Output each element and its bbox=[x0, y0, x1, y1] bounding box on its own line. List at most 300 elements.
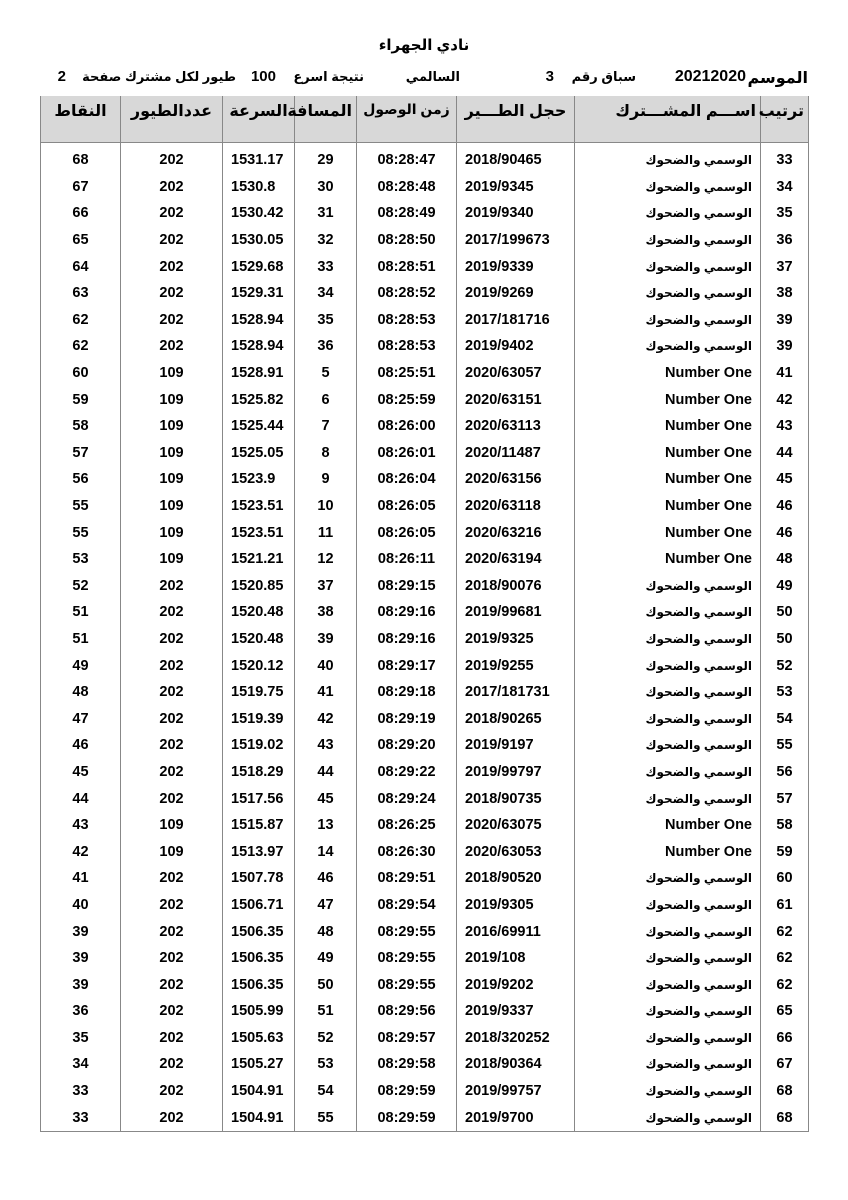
distance-cell: 52 bbox=[295, 1025, 357, 1052]
arrival-cell: 08:28:47 bbox=[357, 147, 457, 174]
speed-cell: 1520.48 bbox=[223, 599, 295, 626]
speed-cell: 1517.56 bbox=[223, 785, 295, 812]
participant-cell: الوسمي والضحوك bbox=[575, 918, 761, 945]
arrival-cell: 08:29:15 bbox=[357, 573, 457, 600]
distance-cell: 43 bbox=[295, 732, 357, 759]
arrival-cell: 08:29:20 bbox=[357, 732, 457, 759]
participant-cell: الوسمي والضحوك bbox=[575, 865, 761, 892]
ring-cell: 2017/181731 bbox=[457, 679, 575, 706]
bird-count-cell: 202 bbox=[121, 174, 223, 201]
table-row bbox=[41, 546, 809, 573]
bird-count-cell: 202 bbox=[121, 1078, 223, 1105]
table-row bbox=[41, 998, 809, 1025]
participant-cell: الوسمي والضحوك bbox=[575, 1051, 761, 1078]
bird-count-cell: 202 bbox=[121, 1025, 223, 1052]
points-cell: 44 bbox=[41, 785, 121, 812]
participant-cell: Number One bbox=[575, 519, 761, 546]
participant-cell: الوسمي والضحوك bbox=[575, 971, 761, 998]
participant-cell: Number One bbox=[575, 493, 761, 520]
rank-cell: 58 bbox=[761, 812, 809, 839]
results-body bbox=[41, 147, 809, 1131]
speed-cell: 1525.05 bbox=[223, 440, 295, 467]
speed-cell: 1518.29 bbox=[223, 759, 295, 786]
ring-cell: 2019/9255 bbox=[457, 652, 575, 679]
speed-cell: 1505.99 bbox=[223, 998, 295, 1025]
result-label: نتيجة اسرع bbox=[293, 69, 364, 84]
rank-cell: 36 bbox=[761, 227, 809, 254]
ring-cell: 2020/63113 bbox=[457, 413, 575, 440]
arrival-cell: 08:29:22 bbox=[357, 759, 457, 786]
speed-cell: 1529.68 bbox=[223, 253, 295, 280]
speed-cell: 1523.51 bbox=[223, 493, 295, 520]
distance-cell: 5 bbox=[295, 360, 357, 387]
points-cell: 39 bbox=[41, 945, 121, 972]
ring-cell: 2019/9345 bbox=[457, 174, 575, 201]
table-row bbox=[41, 785, 809, 812]
bird-count-cell: 109 bbox=[121, 838, 223, 865]
speed-cell: 1520.12 bbox=[223, 652, 295, 679]
table-row bbox=[41, 174, 809, 201]
distance-cell: 35 bbox=[295, 307, 357, 334]
arrival-cell: 08:28:53 bbox=[357, 307, 457, 334]
speed-cell: 1530.8 bbox=[223, 174, 295, 201]
ring-cell: 2020/63053 bbox=[457, 838, 575, 865]
table-row bbox=[41, 440, 809, 467]
speed-cell: 1519.02 bbox=[223, 732, 295, 759]
arrival-cell: 08:29:59 bbox=[357, 1104, 457, 1131]
table-row bbox=[41, 892, 809, 919]
rank-cell: 62 bbox=[761, 945, 809, 972]
bird-count-cell: 202 bbox=[121, 865, 223, 892]
points-cell: 51 bbox=[41, 599, 121, 626]
arrival-cell: 08:26:25 bbox=[357, 812, 457, 839]
participant-cell: Number One bbox=[575, 386, 761, 413]
participant-cell: الوسمي والضحوك bbox=[575, 759, 761, 786]
speed-cell: 1520.85 bbox=[223, 573, 295, 600]
distance-cell: 37 bbox=[295, 573, 357, 600]
points-cell: 43 bbox=[41, 812, 121, 839]
speed-cell: 1506.71 bbox=[223, 892, 295, 919]
distance-cell: 10 bbox=[295, 493, 357, 520]
bird-count-cell: 109 bbox=[121, 812, 223, 839]
distance-cell: 8 bbox=[295, 440, 357, 467]
col-participant: اســـم المشـــترك bbox=[575, 96, 761, 143]
points-cell: 62 bbox=[41, 307, 121, 334]
bird-count-cell: 202 bbox=[121, 280, 223, 307]
participant-cell: الوسمي والضحوك bbox=[575, 280, 761, 307]
race-number: 3 bbox=[545, 68, 554, 85]
distance-cell: 38 bbox=[295, 599, 357, 626]
distance-cell: 33 bbox=[295, 253, 357, 280]
distance-cell: 36 bbox=[295, 333, 357, 360]
speed-cell: 1507.78 bbox=[223, 865, 295, 892]
points-cell: 64 bbox=[41, 253, 121, 280]
table-row bbox=[41, 413, 809, 440]
points-cell: 39 bbox=[41, 971, 121, 998]
speed-cell: 1521.21 bbox=[223, 546, 295, 573]
ring-cell: 2020/63075 bbox=[457, 812, 575, 839]
speed-cell: 1525.44 bbox=[223, 413, 295, 440]
arrival-cell: 08:28:51 bbox=[357, 253, 457, 280]
speed-cell: 1531.17 bbox=[223, 147, 295, 174]
arrival-cell: 08:26:01 bbox=[357, 440, 457, 467]
points-cell: 42 bbox=[41, 838, 121, 865]
points-cell: 60 bbox=[41, 360, 121, 387]
distance-cell: 11 bbox=[295, 519, 357, 546]
distance-cell: 49 bbox=[295, 945, 357, 972]
distance-cell: 34 bbox=[295, 280, 357, 307]
participant-cell: الوسمي والضحوك bbox=[575, 679, 761, 706]
ring-cell: 2019/9402 bbox=[457, 333, 575, 360]
points-cell: 62 bbox=[41, 333, 121, 360]
speed-cell: 1513.97 bbox=[223, 838, 295, 865]
distance-cell: 53 bbox=[295, 1051, 357, 1078]
participant-cell: Number One bbox=[575, 838, 761, 865]
rank-cell: 39 bbox=[761, 333, 809, 360]
arrival-cell: 08:28:50 bbox=[357, 227, 457, 254]
arrival-cell: 08:29:56 bbox=[357, 998, 457, 1025]
points-cell: 40 bbox=[41, 892, 121, 919]
participant-cell: الوسمي والضحوك bbox=[575, 333, 761, 360]
table-row bbox=[41, 1025, 809, 1052]
ring-cell: 2019/9305 bbox=[457, 892, 575, 919]
ring-cell: 2018/90520 bbox=[457, 865, 575, 892]
ring-cell: 2019/99797 bbox=[457, 759, 575, 786]
points-cell: 53 bbox=[41, 546, 121, 573]
rank-cell: 53 bbox=[761, 679, 809, 706]
arrival-cell: 08:29:55 bbox=[357, 918, 457, 945]
speed-cell: 1520.48 bbox=[223, 626, 295, 653]
rank-cell: 62 bbox=[761, 918, 809, 945]
race-label: سباق رقم bbox=[571, 69, 636, 84]
per-member-label: طيور لكل مشترك صفحة bbox=[82, 69, 236, 84]
rank-cell: 33 bbox=[761, 147, 809, 174]
race-meta bbox=[40, 68, 808, 90]
table-row bbox=[41, 519, 809, 546]
table-row bbox=[41, 360, 809, 387]
distance-cell: 44 bbox=[295, 759, 357, 786]
points-cell: 47 bbox=[41, 705, 121, 732]
rank-cell: 60 bbox=[761, 865, 809, 892]
ring-cell: 2019/9700 bbox=[457, 1104, 575, 1131]
table-row bbox=[41, 626, 809, 653]
results-table bbox=[40, 96, 809, 1132]
arrival-cell: 08:29:24 bbox=[357, 785, 457, 812]
speed-cell: 1528.94 bbox=[223, 307, 295, 334]
rank-cell: 43 bbox=[761, 413, 809, 440]
arrival-cell: 08:26:04 bbox=[357, 466, 457, 493]
bird-count-cell: 202 bbox=[121, 573, 223, 600]
table-row bbox=[41, 200, 809, 227]
points-cell: 52 bbox=[41, 573, 121, 600]
rank-cell: 48 bbox=[761, 546, 809, 573]
bird-count-cell: 202 bbox=[121, 785, 223, 812]
participant-cell: الوسمي والضحوك bbox=[575, 626, 761, 653]
arrival-cell: 08:25:59 bbox=[357, 386, 457, 413]
rank-cell: 50 bbox=[761, 626, 809, 653]
points-cell: 58 bbox=[41, 413, 121, 440]
arrival-cell: 08:29:16 bbox=[357, 599, 457, 626]
bird-count-cell: 202 bbox=[121, 998, 223, 1025]
arrival-cell: 08:29:51 bbox=[357, 865, 457, 892]
points-cell: 67 bbox=[41, 174, 121, 201]
ring-cell: 2020/63151 bbox=[457, 386, 575, 413]
bird-count-cell: 109 bbox=[121, 519, 223, 546]
speed-cell: 1529.31 bbox=[223, 280, 295, 307]
bird-count-cell: 202 bbox=[121, 892, 223, 919]
ring-cell: 2018/90465 bbox=[457, 147, 575, 174]
table-row bbox=[41, 838, 809, 865]
points-cell: 68 bbox=[41, 147, 121, 174]
points-cell: 63 bbox=[41, 280, 121, 307]
table-row bbox=[41, 227, 809, 254]
participant-cell: الوسمي والضحوك bbox=[575, 732, 761, 759]
ring-cell: 2020/63057 bbox=[457, 360, 575, 387]
arrival-cell: 08:26:05 bbox=[357, 493, 457, 520]
col-rank: ترتيب bbox=[761, 96, 809, 143]
distance-cell: 31 bbox=[295, 200, 357, 227]
distance-cell: 50 bbox=[295, 971, 357, 998]
rank-cell: 55 bbox=[761, 732, 809, 759]
ring-cell: 2019/9325 bbox=[457, 626, 575, 653]
participant-cell: الوسمي والضحوك bbox=[575, 1025, 761, 1052]
table-row bbox=[41, 705, 809, 732]
arrival-cell: 08:29:18 bbox=[357, 679, 457, 706]
rank-cell: 39 bbox=[761, 307, 809, 334]
ring-cell: 2019/108 bbox=[457, 945, 575, 972]
speed-cell: 1523.51 bbox=[223, 519, 295, 546]
speed-cell: 1523.9 bbox=[223, 466, 295, 493]
season-label: الموسم bbox=[747, 70, 808, 87]
distance-cell: 9 bbox=[295, 466, 357, 493]
participant-cell: الوسمي والضحوك bbox=[575, 174, 761, 201]
participant-cell: الوسمي والضحوك bbox=[575, 573, 761, 600]
rank-cell: 50 bbox=[761, 599, 809, 626]
ring-cell: 2019/9269 bbox=[457, 280, 575, 307]
participant-cell: الوسمي والضحوك bbox=[575, 705, 761, 732]
bird-count-cell: 109 bbox=[121, 360, 223, 387]
table-row bbox=[41, 147, 809, 174]
participant-cell: الوسمي والضحوك bbox=[575, 599, 761, 626]
rank-cell: 46 bbox=[761, 493, 809, 520]
participant-cell: الوسمي والضحوك bbox=[575, 200, 761, 227]
bird-count-cell: 202 bbox=[121, 227, 223, 254]
points-cell: 55 bbox=[41, 519, 121, 546]
ring-cell: 2019/9202 bbox=[457, 971, 575, 998]
bird-count-cell: 202 bbox=[121, 945, 223, 972]
points-cell: 36 bbox=[41, 998, 121, 1025]
bird-count-cell: 109 bbox=[121, 546, 223, 573]
speed-cell: 1525.82 bbox=[223, 386, 295, 413]
ring-cell: 2019/99681 bbox=[457, 599, 575, 626]
speed-cell: 1506.35 bbox=[223, 971, 295, 998]
participant-cell: الوسمي والضحوك bbox=[575, 785, 761, 812]
bird-count-cell: 109 bbox=[121, 440, 223, 467]
table-row bbox=[41, 307, 809, 334]
participant-cell: الوسمي والضحوك bbox=[575, 1104, 761, 1131]
arrival-cell: 08:29:16 bbox=[357, 626, 457, 653]
rank-cell: 41 bbox=[761, 360, 809, 387]
ring-cell: 2020/63156 bbox=[457, 466, 575, 493]
bird-count-cell: 202 bbox=[121, 200, 223, 227]
arrival-cell: 08:28:52 bbox=[357, 280, 457, 307]
distance-cell: 45 bbox=[295, 785, 357, 812]
bird-count-cell: 202 bbox=[121, 307, 223, 334]
speed-cell: 1505.63 bbox=[223, 1025, 295, 1052]
distance-cell: 46 bbox=[295, 865, 357, 892]
participant-cell: الوسمي والضحوك bbox=[575, 945, 761, 972]
bird-count-cell: 202 bbox=[121, 759, 223, 786]
col-bird-count: عددالطيور bbox=[121, 96, 223, 143]
table-row bbox=[41, 652, 809, 679]
speed-cell: 1519.39 bbox=[223, 705, 295, 732]
distance-cell: 13 bbox=[295, 812, 357, 839]
distance-cell: 12 bbox=[295, 546, 357, 573]
participant-cell: الوسمي والضحوك bbox=[575, 1078, 761, 1105]
rank-cell: 62 bbox=[761, 971, 809, 998]
rank-cell: 56 bbox=[761, 759, 809, 786]
participant-cell: Number One bbox=[575, 812, 761, 839]
ring-cell: 2018/90735 bbox=[457, 785, 575, 812]
bird-count-cell: 109 bbox=[121, 493, 223, 520]
arrival-cell: 08:29:57 bbox=[357, 1025, 457, 1052]
bird-count-cell: 202 bbox=[121, 253, 223, 280]
ring-cell: 2020/63118 bbox=[457, 493, 575, 520]
points-cell: 49 bbox=[41, 652, 121, 679]
rank-cell: 34 bbox=[761, 174, 809, 201]
rank-cell: 44 bbox=[761, 440, 809, 467]
participant-cell: Number One bbox=[575, 440, 761, 467]
ring-cell: 2017/181716 bbox=[457, 307, 575, 334]
points-cell: 34 bbox=[41, 1051, 121, 1078]
arrival-cell: 08:28:49 bbox=[357, 200, 457, 227]
distance-cell: 30 bbox=[295, 174, 357, 201]
participant-cell: الوسمي والضحوك bbox=[575, 227, 761, 254]
table-row bbox=[41, 759, 809, 786]
header-row bbox=[41, 96, 809, 143]
bird-count-cell: 202 bbox=[121, 626, 223, 653]
table-row bbox=[41, 280, 809, 307]
arrival-cell: 08:28:48 bbox=[357, 174, 457, 201]
speed-cell: 1504.91 bbox=[223, 1104, 295, 1131]
table-row bbox=[41, 1104, 809, 1131]
points-cell: 41 bbox=[41, 865, 121, 892]
points-cell: 56 bbox=[41, 466, 121, 493]
table-row bbox=[41, 1051, 809, 1078]
table-row bbox=[41, 1078, 809, 1105]
distance-cell: 14 bbox=[295, 838, 357, 865]
ring-cell: 2019/9339 bbox=[457, 253, 575, 280]
arrival-cell: 08:29:55 bbox=[357, 971, 457, 998]
points-cell: 59 bbox=[41, 386, 121, 413]
arrival-cell: 08:26:11 bbox=[357, 546, 457, 573]
ring-cell: 2018/320252 bbox=[457, 1025, 575, 1052]
participant-cell: Number One bbox=[575, 413, 761, 440]
speed-cell: 1530.05 bbox=[223, 227, 295, 254]
speed-cell: 1519.75 bbox=[223, 679, 295, 706]
table-row bbox=[41, 466, 809, 493]
ring-cell: 2018/90265 bbox=[457, 705, 575, 732]
ring-cell: 2016/69911 bbox=[457, 918, 575, 945]
bird-count-cell: 202 bbox=[121, 1104, 223, 1131]
points-cell: 51 bbox=[41, 626, 121, 653]
rank-cell: 57 bbox=[761, 785, 809, 812]
points-cell: 66 bbox=[41, 200, 121, 227]
arrival-cell: 08:29:19 bbox=[357, 705, 457, 732]
speed-cell: 1515.87 bbox=[223, 812, 295, 839]
speed-cell: 1504.91 bbox=[223, 1078, 295, 1105]
ring-cell: 2019/9337 bbox=[457, 998, 575, 1025]
rank-cell: 59 bbox=[761, 838, 809, 865]
table-row bbox=[41, 918, 809, 945]
ring-cell: 2018/90364 bbox=[457, 1051, 575, 1078]
rank-cell: 37 bbox=[761, 253, 809, 280]
col-points: النقاط bbox=[41, 96, 121, 143]
rank-cell: 68 bbox=[761, 1078, 809, 1105]
col-arrival: زمن الوصول bbox=[357, 96, 457, 143]
rank-cell: 61 bbox=[761, 892, 809, 919]
points-cell: 39 bbox=[41, 918, 121, 945]
distance-cell: 32 bbox=[295, 227, 357, 254]
rank-cell: 49 bbox=[761, 573, 809, 600]
distance-cell: 39 bbox=[295, 626, 357, 653]
points-cell: 57 bbox=[41, 440, 121, 467]
distance-cell: 40 bbox=[295, 652, 357, 679]
arrival-cell: 08:29:59 bbox=[357, 1078, 457, 1105]
table-row bbox=[41, 945, 809, 972]
rank-cell: 45 bbox=[761, 466, 809, 493]
rank-cell: 52 bbox=[761, 652, 809, 679]
ring-cell: 2019/99757 bbox=[457, 1078, 575, 1105]
season-value: 20212020 bbox=[674, 68, 746, 85]
distance-cell: 7 bbox=[295, 413, 357, 440]
table-row bbox=[41, 599, 809, 626]
arrival-cell: 08:29:17 bbox=[357, 652, 457, 679]
arrival-cell: 08:25:51 bbox=[357, 360, 457, 387]
participant-cell: Number One bbox=[575, 360, 761, 387]
participant-cell: الوسمي والضحوك bbox=[575, 253, 761, 280]
arrival-cell: 08:26:30 bbox=[357, 838, 457, 865]
ring-cell: 2018/90076 bbox=[457, 573, 575, 600]
bird-count-cell: 202 bbox=[121, 652, 223, 679]
participant-cell: الوسمي والضحوك bbox=[575, 652, 761, 679]
table-row bbox=[41, 971, 809, 998]
participant-cell: الوسمي والضحوك bbox=[575, 892, 761, 919]
distance-cell: 47 bbox=[295, 892, 357, 919]
points-cell: 35 bbox=[41, 1025, 121, 1052]
col-ring: حجل الطـــير bbox=[457, 96, 575, 143]
distance-cell: 42 bbox=[295, 705, 357, 732]
participant-cell: الوسمي والضحوك bbox=[575, 307, 761, 334]
table-row bbox=[41, 253, 809, 280]
speed-cell: 1506.35 bbox=[223, 918, 295, 945]
arrival-cell: 08:29:58 bbox=[357, 1051, 457, 1078]
ring-cell: 2019/9197 bbox=[457, 732, 575, 759]
page-number: 2 bbox=[57, 68, 66, 85]
arrival-cell: 08:28:53 bbox=[357, 333, 457, 360]
bird-count-cell: 202 bbox=[121, 971, 223, 998]
arrival-cell: 08:26:00 bbox=[357, 413, 457, 440]
participant-cell: الوسمي والضحوك bbox=[575, 147, 761, 174]
ring-cell: 2020/63194 bbox=[457, 546, 575, 573]
bird-count-cell: 202 bbox=[121, 147, 223, 174]
rank-cell: 42 bbox=[761, 386, 809, 413]
distance-cell: 6 bbox=[295, 386, 357, 413]
bird-count-cell: 202 bbox=[121, 918, 223, 945]
ring-cell: 2017/199673 bbox=[457, 227, 575, 254]
participant-cell: الوسمي والضحوك bbox=[575, 998, 761, 1025]
bird-count-cell: 109 bbox=[121, 413, 223, 440]
